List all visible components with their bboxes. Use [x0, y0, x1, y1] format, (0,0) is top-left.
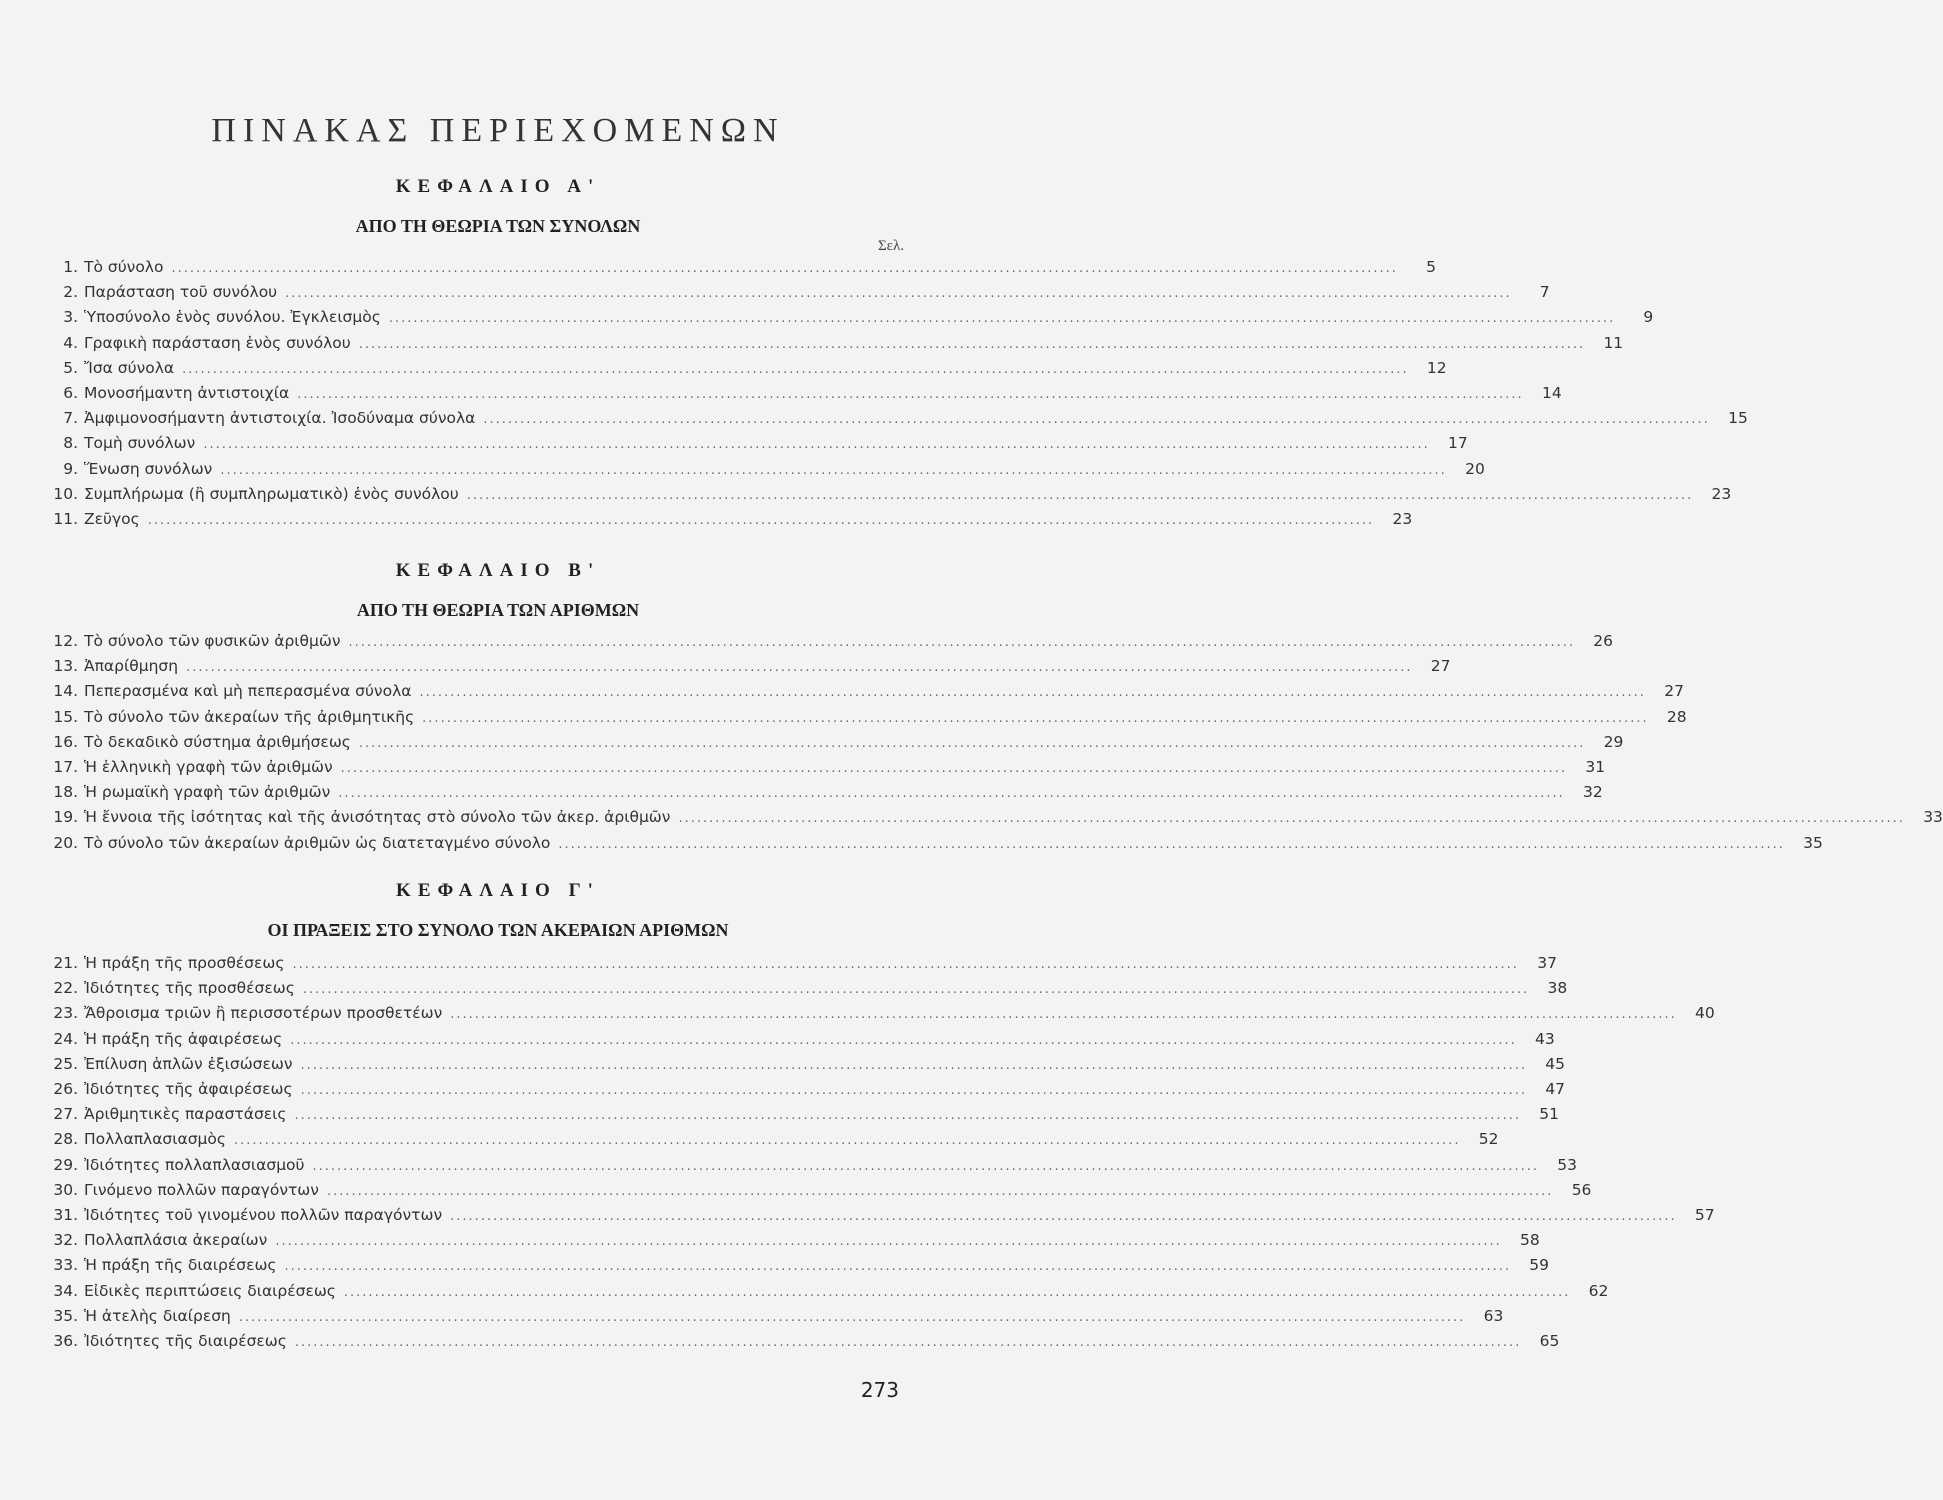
entry-title: Τὸ δεκαδικὸ σύστημα ἀριθμήσεως [84, 732, 351, 751]
page-title: ΠΙΝΑΚΑΣ ΠΕΡΙΕΧΟΜΕΝΩΝ [211, 112, 785, 149]
dot-leader: ........................................................................................................................................................................................................ [292, 957, 1519, 972]
entry-page: 7 [1539, 283, 1550, 302]
toc-entry [36, 758, 1606, 782]
dot-leader: ........................................................................................................................................................................................................ [340, 761, 1568, 776]
entry-number: 9. [63, 459, 78, 478]
dot-leader: ........................................................................................................................................................................................................ [483, 412, 1710, 428]
dot-leader: ........................................................................................................................................................................................................ [358, 735, 1586, 751]
dot-leader: ........................................................................................................................................................................................................ [238, 1309, 1466, 1325]
dot-leader: ........................................................................................................................................................................................................ [450, 1007, 1677, 1023]
entry-page: 31 [1585, 758, 1606, 776]
dot-leader: ........................................................................................................................................................................................................ [338, 786, 1565, 802]
entry-title: Ἄθροισμα τριῶν ἢ περισσοτέρων προσθετέων [84, 1004, 443, 1023]
toc-entry [36, 979, 1568, 1003]
entry-title: Ἡ πράξη τῆς προσθέσεως [84, 954, 285, 972]
toc-entry [36, 409, 1748, 433]
toc-entry [36, 808, 1943, 832]
toc-entry [36, 1155, 1577, 1180]
entry-page: 23 [1711, 484, 1732, 503]
entry-title: Ἀπαρίθμηση [84, 657, 179, 676]
chapter-label: ΚΕΦΑΛΑΙΟ Β' [395, 560, 601, 581]
toc-entry [36, 484, 1732, 509]
dot-leader: ........................................................................................................................................................................................................ [294, 1108, 1521, 1124]
entry-number: 8. [63, 434, 78, 453]
entry-number: 21. [53, 954, 78, 972]
dot-leader: ........................................................................................................................................................................................................ [290, 1032, 1517, 1048]
dot-leader: ........................................................................................................................................................................................................ [466, 487, 1694, 503]
entry-number: 33. [53, 1256, 78, 1275]
entry-page: 43 [1534, 1029, 1555, 1048]
dot-leader: ........................................................................................................................................................................................................ [220, 462, 1447, 478]
entry-page: 37 [1537, 954, 1557, 972]
chapter-label: ΚΕΦΑΛΑΙΟ Α' [395, 176, 601, 197]
chapter-b-heading [0, 560, 996, 621]
dot-leader: ........................................................................................................................................................................................................ [233, 1133, 1461, 1149]
chapter-a-heading [0, 176, 996, 237]
entry-page: 65 [1539, 1332, 1560, 1350]
entry-page: 11 [1603, 333, 1624, 352]
dot-leader: ........................................................................................................................................................................................................ [203, 437, 1430, 453]
entry-number: 28. [53, 1130, 78, 1149]
entry-page: 57 [1694, 1206, 1715, 1224]
entry-page: 63 [1483, 1306, 1504, 1325]
entry-title: Ἰδιότητες τοῦ γινομένου πολλῶν παραγόντων [84, 1206, 443, 1224]
entry-title: Τὸ σύνολο τῶν ἀκεραίων ἀριθμῶν ὡς διατεταγμένο σύνολο [84, 833, 551, 852]
entry-title: Ἐπίλυση ἁπλῶν ἐξισώσεων [84, 1054, 293, 1073]
toc-entry [36, 1080, 1566, 1104]
entry-page: 15 [1728, 409, 1748, 428]
toc-entry [36, 632, 1614, 656]
entry-title: Ἡ πράξη τῆς ἀφαιρέσεως [84, 1029, 283, 1048]
entry-number: 34. [53, 1281, 78, 1300]
toc-entry [36, 1130, 1499, 1154]
entry-page: 59 [1529, 1256, 1549, 1275]
dot-leader: ........................................................................................................................................................................................................ [147, 513, 1375, 528]
dot-leader: ........................................................................................................................................................................................................ [678, 811, 1905, 827]
chapter-subtitle: ΑΠΟ ΤΗ ΘΕΩΡΙΑ ΤΩΝ ΑΡΙΘΜΩΝ [356, 600, 640, 620]
toc-entry [36, 732, 1624, 757]
dot-leader: ........................................................................................................................................................................................................ [450, 1209, 1677, 1224]
toc-entry [36, 358, 1447, 383]
dot-leader: ........................................................................................................................................................................................................ [422, 710, 1649, 726]
dot-leader: ........................................................................................................................................................................................................ [300, 1057, 1527, 1073]
page-column-label: Σελ. [877, 238, 904, 254]
toc-entry [36, 384, 1562, 408]
dot-leader: ........................................................................................................................................................................................................ [297, 387, 1524, 402]
entry-number: 11. [53, 510, 78, 528]
dot-leader: ........................................................................................................................................................................................................ [558, 836, 1785, 852]
entry-number: 14. [53, 682, 78, 701]
entry-number: 16. [53, 732, 78, 751]
toc-entry [36, 510, 1413, 534]
entry-title: Ἴσα σύνολα [84, 358, 175, 377]
entry-number: 7. [63, 409, 78, 428]
toc-entry [36, 1029, 1555, 1054]
entry-number: 18. [53, 783, 78, 802]
entry-page: 40 [1695, 1004, 1715, 1023]
entry-page: 56 [1571, 1180, 1592, 1199]
entry-title: Ἡ ἑλληνικὴ γραφὴ τῶν ἀριθμῶν [84, 758, 333, 776]
dot-leader: ........................................................................................................................................................................................................ [284, 1259, 1511, 1275]
entry-number: 35. [53, 1306, 78, 1325]
dot-leader: ........................................................................................................................................................................................................ [388, 311, 1616, 327]
entry-number: 27. [53, 1105, 78, 1124]
entry-number: 13. [53, 657, 78, 676]
entry-title: Τὸ σύνολο τῶν φυσικῶν ἀριθμῶν [84, 632, 341, 650]
chapter-subtitle: ΟΙ ΠΡΑΞΕΙΣ ΣΤΟ ΣΥΝΟΛΟ ΤΩΝ ΑΚΕΡΑΙΩΝ ΑΡΙΘΜΩΝ [267, 920, 729, 940]
entry-page: 9 [1643, 308, 1654, 327]
dot-leader: ........................................................................................................................................................................................................ [326, 1183, 1554, 1199]
entry-page: 53 [1557, 1155, 1577, 1174]
entry-title: Πεπερασμένα καὶ μὴ πεπερασμένα σύνολα [84, 682, 412, 701]
entry-title: Εἰδικὲς περιπτώσεις διαιρέσεως [84, 1281, 336, 1300]
entry-number: 26. [53, 1080, 78, 1098]
entry-page: 29 [1603, 732, 1624, 751]
entry-page: 38 [1547, 979, 1568, 998]
entry-number: 23. [53, 1004, 78, 1023]
entry-number: 32. [53, 1231, 78, 1250]
dot-leader: ........................................................................................................................................................................................................ [419, 685, 1646, 701]
toc-entry [36, 434, 1468, 458]
entry-page: 35 [1803, 833, 1823, 852]
toc-entry [36, 1004, 1715, 1028]
entry-title: Ἡ πράξη τῆς διαιρέσεως [84, 1256, 277, 1275]
entry-page: 27 [1430, 657, 1451, 676]
toc-entry [36, 783, 1603, 807]
entry-title: Ἡ ρωμαϊκὴ γραφὴ τῶν ἀριθμῶν [84, 783, 331, 802]
entry-title: Ἰδιότητες τῆς διαιρέσεως [84, 1332, 287, 1350]
toc-entry [36, 1306, 1504, 1331]
entry-number: 22. [53, 979, 78, 998]
chapter-c-heading [0, 880, 996, 941]
page-number: 273 [860, 1378, 899, 1402]
entry-title: Ἡ ἀτελὴς διαίρεση [84, 1306, 231, 1325]
entry-title: Παράσταση τοῦ συνόλου [84, 283, 278, 302]
entry-title: Τὸ σύνολο [84, 258, 164, 276]
entry-number: 36. [53, 1332, 78, 1350]
dot-leader: ........................................................................................................................................................................................................ [186, 660, 1413, 676]
entry-page: 12 [1426, 358, 1447, 377]
entry-title: Ἀριθμητικὲς παραστάσεις [84, 1105, 287, 1124]
toc-entry [36, 1281, 1609, 1306]
toc-entry [36, 682, 1684, 706]
entry-title: Ἡ ἔννοια τῆς ἰσότητας καὶ τῆς ἀνισότητας στὸ σύνολο τῶν ἀκερ. ἀριθμῶν [84, 808, 671, 827]
toc-entry [36, 954, 1557, 978]
entry-page: 14 [1541, 384, 1562, 402]
toc-entry [36, 1332, 1560, 1356]
entry-number: 24. [53, 1029, 78, 1048]
entry-page: 27 [1664, 682, 1684, 701]
entry-page: 51 [1539, 1105, 1559, 1124]
entry-number: 2. [63, 283, 78, 302]
entry-number: 5. [63, 358, 78, 377]
toc-entry [36, 833, 1823, 858]
entry-number: 17. [53, 758, 78, 776]
dot-leader: ........................................................................................................................................................................................................ [348, 635, 1576, 650]
toc-entry [36, 1054, 1565, 1079]
entry-page: 52 [1478, 1130, 1499, 1149]
entry-title: Ὑποσύνολο ἑνὸς συνόλου. Ἐγκλεισμὸς [84, 308, 381, 327]
entry-page: 47 [1545, 1080, 1566, 1098]
toc-entry [36, 283, 1550, 307]
chapter-subtitle: ΑΠΟ ΤΗ ΘΕΩΡΙΑ ΤΩΝ ΣΥΝΟΛΩΝ [355, 216, 641, 236]
entry-title: Γραφικὴ παράσταση ἑνὸς συνόλου [84, 333, 351, 352]
entry-title: Συμπλήρωμα (ἢ συμπληρωματικὸ) ἑνὸς συνόλου [84, 484, 459, 503]
entry-number: 4. [63, 333, 78, 352]
entry-number: 12. [53, 632, 78, 650]
toc-entry [36, 1231, 1540, 1255]
toc-entry [36, 333, 1624, 358]
entry-page: 20 [1465, 459, 1485, 478]
toc-entry [36, 258, 1436, 282]
entry-title: Τὸ σύνολο τῶν ἀκεραίων τῆς ἀριθμητικῆς [84, 707, 415, 726]
entry-page: 5 [1426, 258, 1436, 276]
entry-number: 15. [53, 707, 78, 726]
entry-page: 45 [1545, 1054, 1565, 1073]
dot-leader: ........................................................................................................................................................................................................ [302, 982, 1530, 998]
entry-title: Μονοσήμαντη ἀντιστοιχία [84, 384, 290, 402]
dot-leader: ........................................................................................................................................................................................................ [285, 286, 1512, 302]
entry-number: 3. [63, 308, 78, 327]
toc-entry [36, 1206, 1715, 1230]
entry-number: 30. [53, 1180, 78, 1199]
dot-leader: ........................................................................................................................................................................................................ [358, 336, 1586, 352]
entry-number: 19. [53, 808, 78, 827]
entry-page: 26 [1593, 632, 1614, 650]
entry-page: 62 [1588, 1281, 1609, 1300]
dot-leader: ........................................................................................................................................................................................................ [171, 261, 1398, 276]
entry-title: Πολλαπλασιασμὸς [84, 1130, 226, 1149]
entry-page: 28 [1666, 707, 1687, 726]
entry-title: Ἰδιότητες τῆς ἀφαιρέσεως [84, 1080, 293, 1098]
entry-title: Ἕνωση συνόλων [84, 459, 213, 478]
toc-entry [36, 308, 1654, 332]
toc-entry [36, 1105, 1559, 1129]
entry-title: Γινόμενο πολλῶν παραγόντων [84, 1180, 319, 1199]
toc-entry [36, 707, 1687, 732]
entry-page: 23 [1392, 510, 1413, 528]
toc-entry [36, 1256, 1549, 1280]
entry-number: 25. [53, 1054, 78, 1073]
dot-leader: ........................................................................................................................................................................................................ [294, 1335, 1522, 1350]
entry-page: 32 [1583, 783, 1603, 802]
entry-page: 33 [1923, 808, 1943, 827]
dot-leader: ........................................................................................................................................................................................................ [312, 1158, 1539, 1174]
entry-number: 1. [63, 258, 78, 276]
toc-entry [36, 459, 1485, 484]
entry-title: Τομὴ συνόλων [84, 434, 196, 453]
entry-page: 17 [1448, 434, 1468, 453]
dot-leader: ........................................................................................................................................................................................................ [275, 1234, 1502, 1250]
entry-title: Ζεῦγος [84, 510, 140, 528]
dot-leader: ........................................................................................................................................................................................................ [182, 361, 1409, 377]
entry-number: 29. [53, 1155, 78, 1174]
toc-entry [36, 1180, 1592, 1205]
entry-number: 10. [53, 484, 78, 503]
entry-title: Ἀμφιμονοσήμαντη ἀντιστοιχία. Ἰσοδύναμα σύνολα [84, 409, 476, 428]
entry-number: 31. [53, 1206, 78, 1224]
chapter-label: ΚΕΦΑΛΑΙΟ Γ' [396, 880, 600, 901]
toc-entry [36, 657, 1451, 681]
entry-title: Ἰδιότητες τῆς προσθέσεως [84, 979, 295, 998]
dot-leader: ........................................................................................................................................................................................................ [343, 1284, 1571, 1300]
entry-title: Πολλαπλάσια ἀκεραίων [84, 1231, 268, 1250]
entry-number: 6. [63, 384, 78, 402]
entry-title: Ἰδιότητες πολλαπλασιασμοῦ [84, 1155, 305, 1174]
entry-number: 20. [53, 833, 78, 852]
dot-leader: ........................................................................................................................................................................................................ [300, 1083, 1528, 1098]
entry-page: 58 [1520, 1231, 1540, 1250]
